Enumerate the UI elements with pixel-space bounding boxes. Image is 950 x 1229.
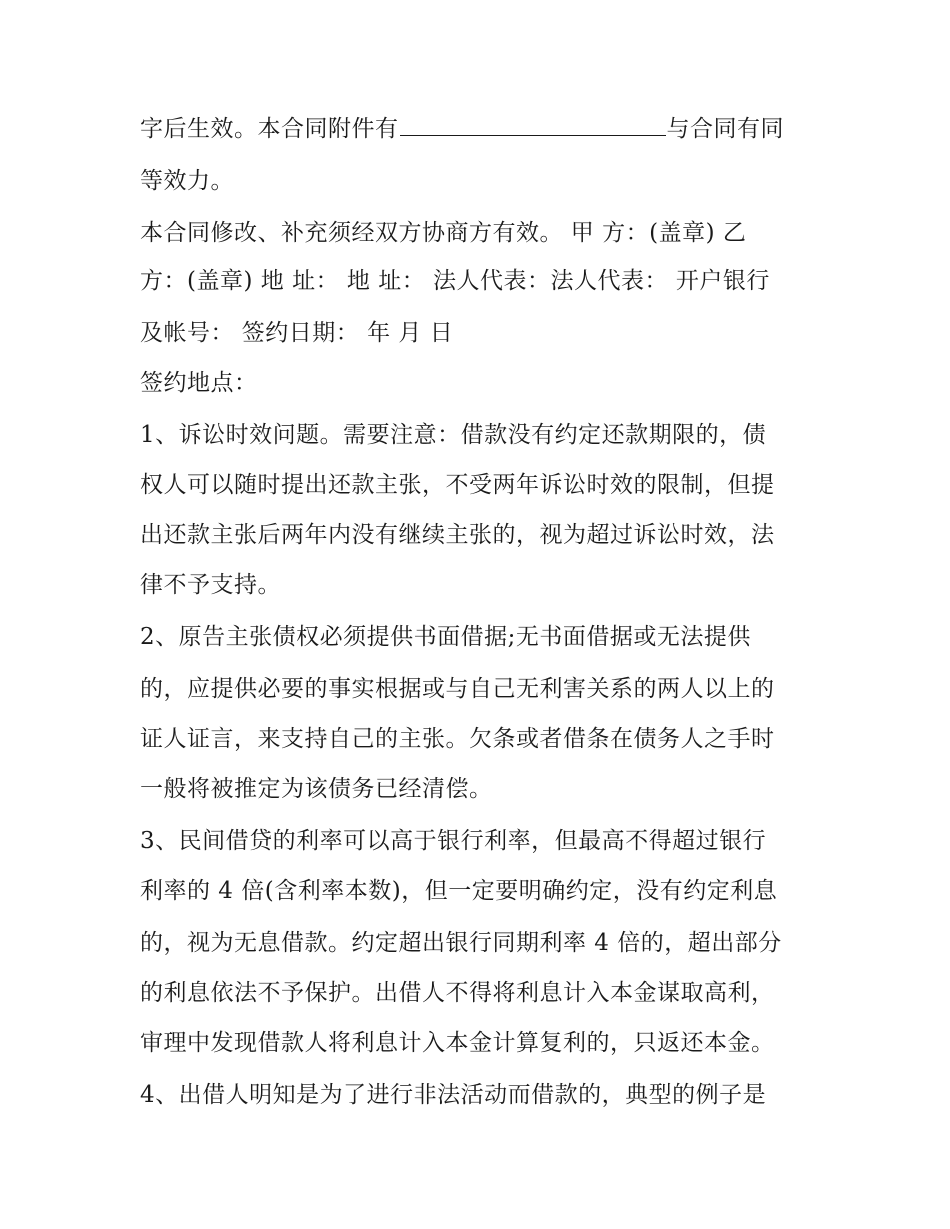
- text-segment: 与合同有同: [666, 116, 784, 142]
- text-line: 证人证言，来支持自己的主张。欠条或者借条在债务人之手时: [140, 726, 775, 752]
- text-line: 权人可以随时提出还款主张，不受两年诉讼时效的限制，但提: [140, 472, 775, 498]
- text-line: 及帐号： 签约日期： 年 月 日: [140, 320, 454, 346]
- text-line: 1、诉讼时效问题。需要注意：借款没有约定还款期限的，债: [140, 422, 767, 448]
- text-line: 2、原告主张债权必须提供书面借据;无书面借据或无法提供: [140, 624, 751, 650]
- text-line: 律不予支持。: [140, 572, 281, 598]
- text-line: 出还款主张后两年内没有继续主张的，视为超过诉讼时效，法: [140, 522, 775, 548]
- text-line: 方：(盖章) 地 址： 地 址： 法人代表：法人代表： 开户银行: [140, 268, 770, 294]
- text-line: 利率的 4 倍(含利率本数)，但一定要明确约定，没有约定利息: [140, 878, 778, 904]
- text-line: 本合同修改、补充须经双方协商方有效。 甲 方：(盖章) 乙: [140, 220, 747, 246]
- text-line: 等效力。: [140, 168, 234, 194]
- text-line: 的，视为无息借款。约定超出银行同期利率 4 倍的，超出部分: [140, 930, 782, 956]
- text-line: [140, 114, 784, 144]
- text-line: 一般将被推定为该债务已经清偿。: [140, 776, 493, 802]
- fill-in-blank: [400, 117, 666, 136]
- text-line: 审理中发现借款人将利息计入本金计算复利的，只返还本金。: [140, 1030, 775, 1056]
- text-line: 的利息依法不予保护。出借人不得将利息计入本金谋取高利，: [140, 980, 775, 1006]
- text-line: 4、出借人明知是为了进行非法活动而借款的，典型的例子是: [140, 1082, 767, 1108]
- text-line: 3、民间借贷的利率可以高于银行利率，但最高不得超过银行: [140, 828, 767, 854]
- text-line: 签约地点：: [140, 370, 258, 396]
- text-line: 的，应提供必要的事实根据或与自己无利害关系的两人以上的: [140, 676, 775, 702]
- text-segment: 字后生效。本合同附件有: [140, 116, 399, 142]
